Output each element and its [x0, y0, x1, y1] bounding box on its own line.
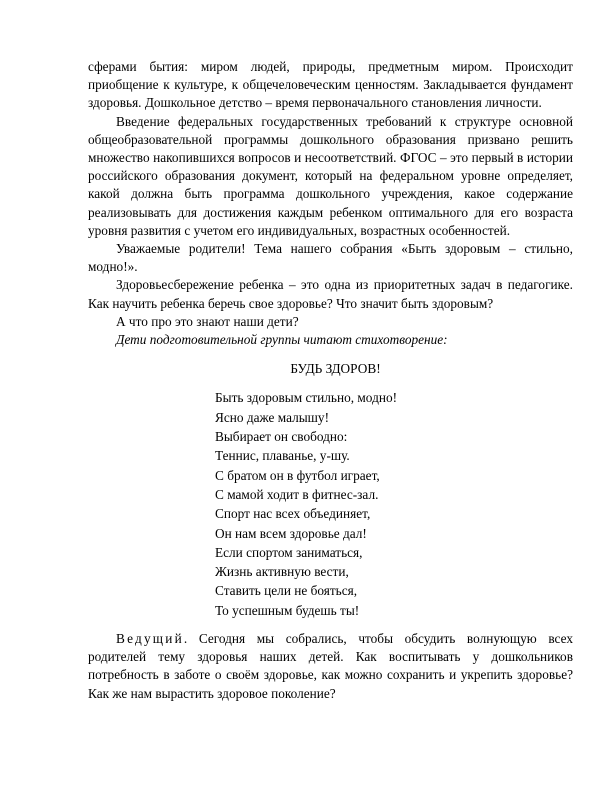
paragraph-children-read: Дети подготовительной группы читают стихотворение: [116, 332, 448, 348]
paragraph-intro-continuation: сферами бытия: миром людей, природы, предметным миром. Происходит приобщение к культуре, к общечеловеческим ценностям. Закладывается фундамент здоровья. Дошкольное детство – время первоначального становления личности. [88, 59, 573, 111]
poem-line: Жизнь активную вести, [215, 564, 349, 580]
poem-line: То успешным будешь ты! [215, 602, 360, 618]
poem-line: Ясно даже малышу! [215, 409, 329, 425]
host-speech-text: . Сегодня мы собрались, чтобы обсудить волнующую всех родителей тему здоровья наших детей. Как воспитывать у дошкольников потребность в заботе о своём здоровье, как можно сохранить и укрепить здоровье? Как же нам вырастить здоровое поколение? [88, 631, 573, 701]
paragraph-question: А что про это знают наши дети? [116, 313, 299, 329]
poem-line: Выбирает он свободно: [215, 429, 348, 445]
poem-line: Быть здоровым стильно, модно! [215, 390, 398, 406]
poem-line: Он нам всем здоровье дал! [215, 525, 367, 541]
poem-line: Ставить цели не бояться, [215, 583, 358, 599]
paragraph-fgos: Введение федеральных государственных требований к структуре основной общеобразовательной программы дошкольного образования призвано решить множество накопившихся вопросов и несоответствий. ФГОС – это первый в истории российского образования документ, который на федеральном уровне определяет, какой должна быть программа дошкольного учреждения, какое содержание реализовывать для достижения каждым ребенком оптимального для его возраста уровня развития с учетом его индивидуальных, возрастных особенностей. [88, 113, 573, 238]
speaker-label: Ведущий [116, 631, 184, 647]
poem-line: С братом он в футбол играет, [215, 467, 380, 483]
poem-title: БУДЬ ЗДОРОВ! [290, 361, 381, 377]
poem-line: Спорт нас всех объединяет, [215, 506, 371, 522]
poem-line: С мамой ходит в фитнес-зал. [215, 486, 379, 502]
paragraph-host-speech [88, 630, 573, 703]
paragraph-health-saving: Здоровьесбережение ребенка – это одна из приоритетных задач в педагогике. Как научить ребенка беречь свое здоровье? Что значит быть здоровым? [88, 277, 573, 311]
paragraph-meeting-topic: Уважаемые родители! Тема нашего собрания «Быть здоровым – стильно, модно!». [88, 241, 573, 275]
document-page [88, 58, 573, 703]
poem-line: Если спортом заниматься, [215, 544, 363, 560]
poem-body [215, 388, 573, 620]
poem-line: Теннис, плаванье, у-шу. [215, 448, 350, 464]
